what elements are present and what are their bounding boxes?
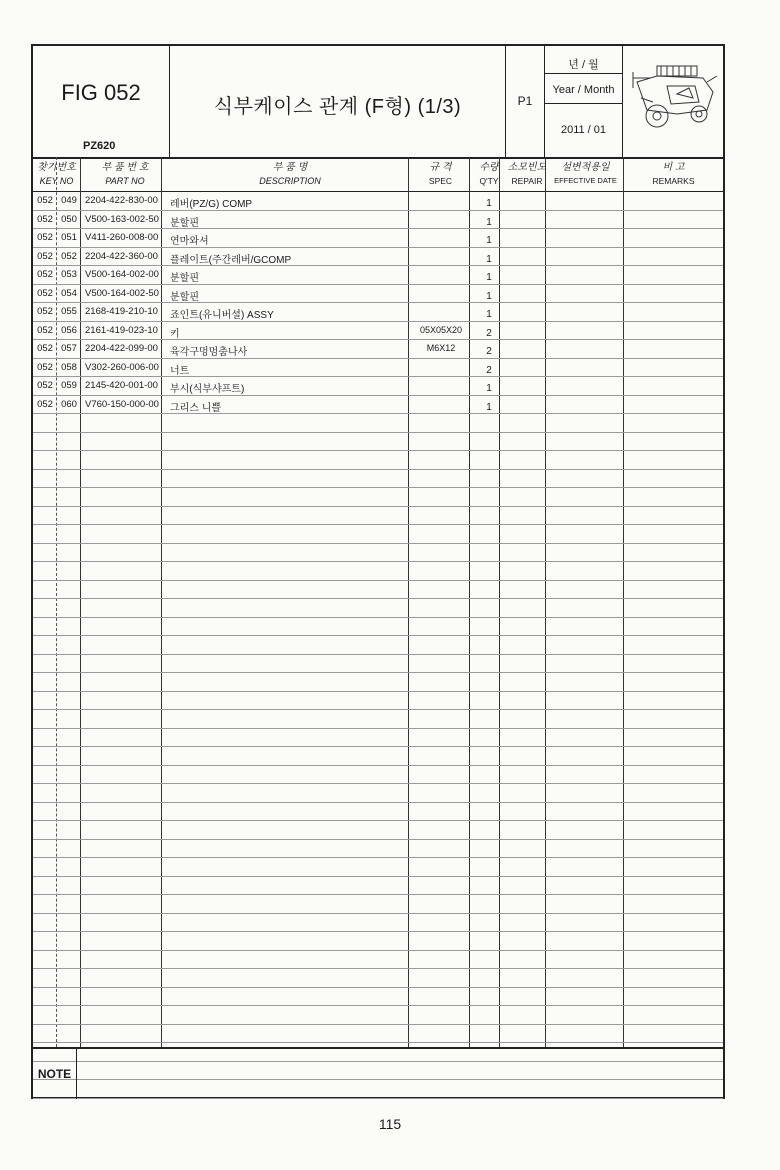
key-no-cell: 051 (61, 232, 77, 243)
part-no-cell: V760-150-000-00 (85, 398, 159, 410)
table-row (33, 322, 723, 341)
part-no-cell: 2204-422-360-00 (85, 250, 158, 262)
page-number: 115 (378, 1116, 402, 1132)
description-cell: 키 (170, 328, 180, 340)
fig-no-cell: 052 (37, 287, 53, 299)
part-no-cell: 2204-422-830-00 (85, 195, 158, 206)
table-row (33, 673, 723, 692)
table-row (33, 877, 723, 896)
qty-cell: 1 (486, 383, 492, 394)
table-row (33, 692, 723, 711)
qty-cell: 1 (486, 253, 492, 265)
description-cell: 분할핀 (170, 217, 199, 229)
key-no-header: 찾기번호 KEY NO (37, 162, 76, 186)
fig-no-cell: 052 (37, 232, 53, 243)
key-no-cell: 057 (61, 343, 77, 354)
qty-cell: 1 (486, 309, 492, 320)
part-no-cell: V500-163-002-50 (85, 213, 159, 225)
part-no-cell: V302-260-006-00 (85, 361, 159, 373)
sheet-page: P1 (517, 94, 533, 108)
key-no-cell: 060 (61, 398, 77, 410)
fig-no-cell: 052 (37, 269, 53, 280)
issue-date: 2011 / 01 (560, 124, 607, 136)
table-row (33, 729, 723, 748)
qty-cell: 1 (486, 216, 492, 228)
parts-table-body (33, 192, 723, 1099)
remarks-header: 비 고 REMARKS (652, 162, 695, 186)
table-row (33, 248, 723, 267)
rice-transplanter-illustration (627, 58, 719, 138)
table-row (33, 969, 723, 988)
sheet-title: 식부케이스 관계 (F형) (1/3) (213, 96, 462, 118)
table-row (33, 340, 723, 359)
qty-cell: 1 (486, 235, 492, 246)
qty-cell: 1 (486, 272, 492, 283)
fig-no-cell: 052 (37, 324, 53, 336)
parts-list-sheet (31, 44, 725, 1099)
illustration-cell (623, 46, 723, 157)
table-row (33, 414, 723, 433)
part-no-cell: 2145-420-001-00 (85, 380, 158, 391)
description-cell: 플레이트(주간레버/GCOMP (170, 254, 292, 266)
table-row (33, 821, 723, 840)
table-row (33, 359, 723, 378)
fig-cell (33, 46, 170, 157)
table-row (33, 895, 723, 914)
table-row (33, 988, 723, 1007)
table-row (33, 451, 723, 470)
part-no-cell: V500-164-002-00 (85, 269, 159, 280)
year-month-cell (545, 46, 623, 157)
fig-no-cell: 052 (37, 380, 53, 391)
table-row (33, 507, 723, 526)
description-cell: 레버(PZ/G) COMP (170, 199, 253, 210)
spec-cell: M6X12 (426, 343, 456, 353)
fig-no-cell: 052 (37, 361, 53, 373)
table-row (33, 747, 723, 766)
year-month-en: Year / Month (552, 84, 615, 96)
fig-no-cell: 052 (37, 195, 53, 206)
table-row (33, 914, 723, 933)
model-label: PZ620 (83, 140, 116, 152)
table-row (33, 525, 723, 544)
column-headers (33, 157, 723, 192)
table-row (33, 562, 723, 581)
fig-no-cell: 052 (37, 213, 53, 225)
table-row (33, 285, 723, 304)
description-cell: 죠인트(유니버셜) ASSY (170, 310, 274, 321)
fig-no-cell: 052 (37, 250, 53, 262)
description-cell: 부시(식부샤프트) (170, 384, 245, 395)
description-cell: 분할핀 (170, 291, 199, 303)
qty-cell: 1 (486, 198, 492, 209)
table-row (33, 636, 723, 655)
table-row (33, 229, 723, 248)
part-no-header: 부 품 번 호 PART NO (101, 162, 149, 186)
key-no-cell: 056 (61, 324, 77, 336)
title-cell (170, 46, 506, 157)
description-cell: 너트 (170, 365, 190, 377)
fig-no-cell: 052 (37, 343, 53, 354)
key-no-cell: 049 (61, 195, 77, 206)
key-no-cell: 050 (61, 213, 77, 225)
part-no-cell: V411-260-008-00 (85, 232, 159, 243)
qty-cell: 1 (486, 401, 492, 413)
table-row (33, 396, 723, 415)
part-no-cell: 2204-422-099-00 (85, 343, 158, 354)
table-row (33, 433, 723, 452)
note-section (33, 1047, 723, 1099)
part-no-cell: 2161-419-023-10 (85, 324, 158, 336)
qty-cell: 2 (486, 364, 492, 376)
description-header: 부 품 명 DESCRIPTION (259, 162, 321, 186)
table-row (33, 211, 723, 230)
description-cell: 그리스 니쁠 (170, 402, 222, 414)
table-row (33, 766, 723, 785)
fig-no-cell: 052 (37, 398, 53, 410)
table-row (33, 618, 723, 637)
key-no-cell: 052 (61, 250, 77, 262)
table-row (33, 303, 723, 322)
table-row (33, 840, 723, 859)
table-row (33, 655, 723, 674)
table-row (33, 1025, 723, 1044)
key-no-cell: 055 (61, 306, 77, 317)
key-no-cell: 053 (61, 269, 77, 280)
description-cell: 분할핀 (170, 273, 199, 284)
repair-header: 소모빈도 REPAIR (507, 162, 547, 186)
table-row (33, 544, 723, 563)
spec-header: 규 격 SPEC (428, 162, 453, 186)
qty-cell: 2 (486, 327, 492, 339)
fig-no-cell: 052 (37, 306, 53, 317)
key-no-cell: 059 (61, 380, 77, 391)
qty-header: 수량 Q'TY (479, 162, 499, 186)
table-row (33, 858, 723, 877)
key-no-cell: 058 (61, 361, 77, 373)
key-no-cell: 054 (61, 287, 77, 299)
table-row (33, 599, 723, 618)
year-month-ko: 년 / 월 (568, 59, 599, 71)
table-row (33, 581, 723, 600)
description-cell: 연마와셔 (170, 236, 209, 247)
table-row (33, 784, 723, 803)
page-cell (506, 46, 545, 157)
table-row (33, 377, 723, 396)
table-row (33, 488, 723, 507)
table-row (33, 951, 723, 970)
qty-cell: 1 (486, 290, 492, 302)
table-row (33, 803, 723, 822)
part-no-cell: V500-164-002-50 (85, 287, 159, 299)
table-row (33, 470, 723, 489)
table-row (33, 1006, 723, 1025)
sheet-header (33, 46, 723, 159)
qty-cell: 2 (486, 346, 492, 357)
table-row (33, 710, 723, 729)
note-label: NOTE (37, 1067, 72, 1081)
fig-label: FIG 052 (61, 80, 141, 105)
table-row (33, 932, 723, 951)
spec-cell: 05X05X20 (419, 324, 463, 335)
table-row (33, 192, 723, 211)
description-cell: 육각구멍멈춤나사 (170, 347, 248, 358)
part-no-cell: 2168-419-210-10 (85, 306, 158, 317)
table-row (33, 266, 723, 285)
effective-date-header: 설변적용일 EFFECTIVE DATE (554, 162, 617, 185)
